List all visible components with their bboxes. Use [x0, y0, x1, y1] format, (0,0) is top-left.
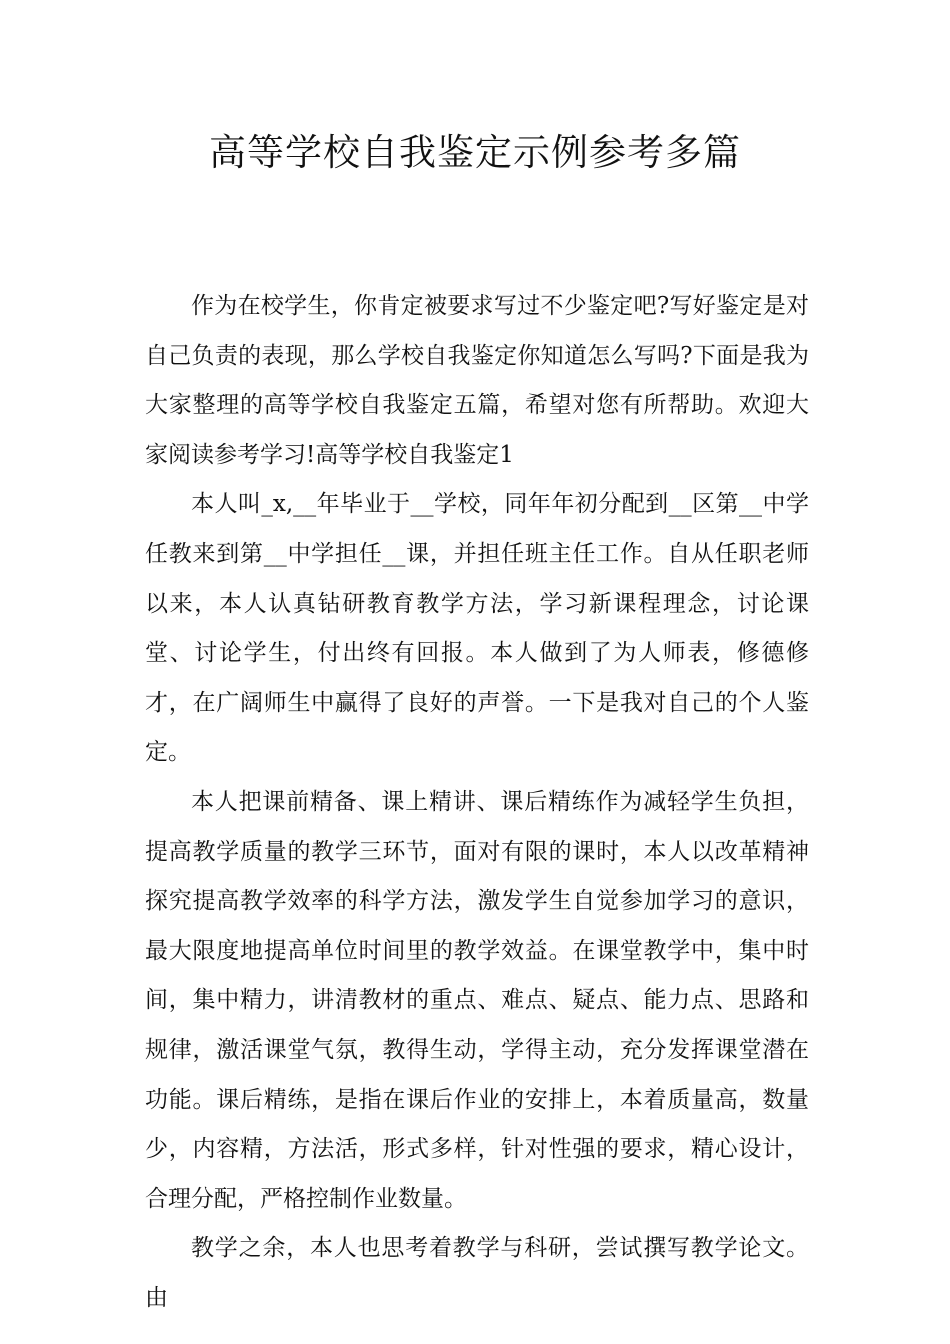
document-title: 高等学校自我鉴定示例参考多篇	[209, 131, 741, 174]
paragraph-intro: 作为在校学生，你肯定被要求写过不少鉴定吧?写好鉴定是对自己负责的表现，那么学校自我鉴定你知道怎么写吗?下面是我为大家整理的高等学校自我鉴定五篇，希望对您有所帮助。欢迎大家阅读参考学习!高等学校自我鉴定1	[145, 293, 809, 468]
paragraph-research: 教学之余，本人也思考着教学与科研，尝试撰写教学论文。由	[145, 1235, 809, 1311]
paragraph-self-introduction: 本人叫_x,__年毕业于__学校，同年年初分配到__区第__中学任教来到第__中学担任__课，并担任班主任工作。自从任职老师以来，本人认真钻研教育教学方法，学习新课程理念，讨论课堂、讨论学生，付出终有回报。本人做到了为人师表，修德修才，在广阔师生中赢得了良好的声誉。一下是我对自己的个人鉴定。	[145, 491, 809, 766]
document-body	[145, 282, 809, 1323]
paragraph-teaching-method: 本人把课前精备、课上精讲、课后精练作为减轻学生负担，提高教学质量的教学三环节，面对有限的课时，本人以改革精神探究提高教学效率的科学方法，激发学生自觉参加学习的意识，最大限度地提高单位时间里的教学效益。在课堂教学中，集中时间，集中精力，讲清教材的重点、难点、疑点、能力点、思路和规律，激活课堂气氛，教得生动，学得主动，充分发挥课堂潜在功能。课后精练，是指在课后作业的安排上，本着质量高，数量少，内容精，方法活，形式多样，针对性强的要求，精心设计，合理分配，严格控制作业数量。	[145, 788, 809, 1212]
